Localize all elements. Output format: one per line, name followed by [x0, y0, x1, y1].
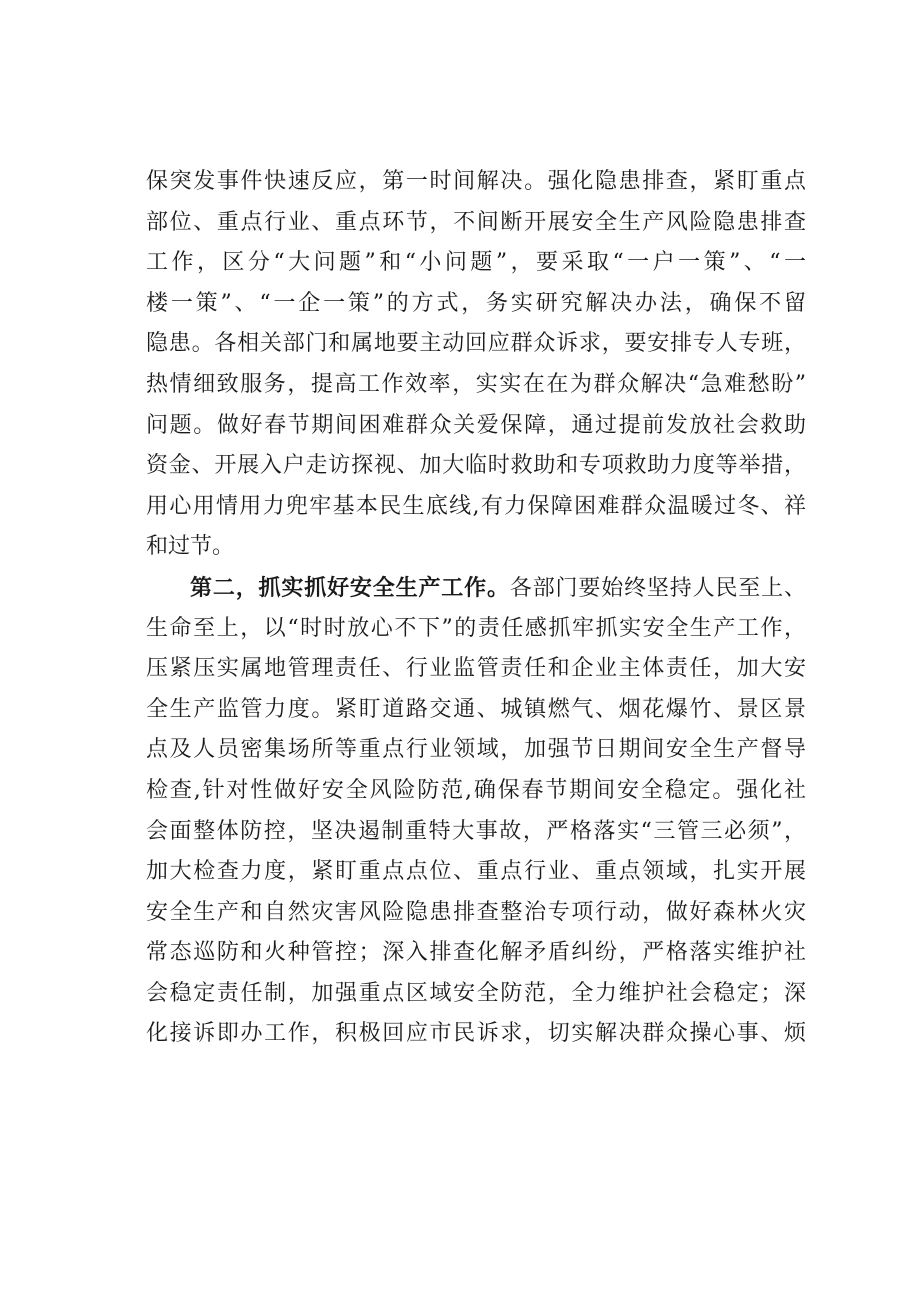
section-heading-line — [146, 568, 806, 609]
paragraph-line: 隐患。各相关部门和属地要主动回应群众诉求，要安排专人专班， — [146, 331, 806, 357]
paragraph-line: 部位、重点行业、重点环节，不间断开展安全生产风险隐患排查 — [146, 209, 806, 235]
paragraph-line: 会面整体防控，坚决遏制重特大事故，严格落实“三管三必须”， — [146, 818, 806, 844]
paragraph-line: 安全生产和自然灾害风险隐患排查整治专项行动，做好森林火灾 — [146, 899, 806, 925]
paragraph-line: 工作，区分“大问题”和“小问题”，要采取“一户一策”、“一 — [146, 250, 806, 276]
paragraph-line: 点及人员密集场所等重点行业领域，加强节日期间安全生产督导 — [146, 737, 806, 763]
paragraph-line: 生命至上，以“时时放心不下”的责任感抓牢抓实安全生产工作， — [146, 615, 806, 641]
section-heading: 第二，抓实抓好安全生产工作。 — [190, 574, 510, 601]
paragraph-line: 热情细致服务，提高工作效率，实实在在为群众解决“急难愁盼” — [146, 371, 806, 397]
paragraph-line: 资金、开展入户走访探视、加大临时救助和专项救助力度等举措， — [146, 453, 806, 479]
paragraph-line: 保突发事件快速反应，第一时间解决。强化隐患排查，紧盯重点 — [146, 169, 806, 194]
paragraph-line: 化接诉即办工作，积极回应市民诉求，切实解决群众操心事、烦 — [146, 1021, 806, 1047]
paragraph-line: 和过节。 — [146, 534, 235, 560]
section-first-line-text: 各部门要始终坚持人民至上、 — [509, 575, 806, 601]
paragraph-line: 会稳定责任制，加强重点区域安全防范，全力维护社会稳定；深 — [146, 980, 806, 1006]
paragraph-line: 问题。做好春节期间困难群众关爱保障，通过提前发放社会救助 — [146, 412, 806, 438]
paragraph-line: 检查,针对性做好安全风险防范,确保春节期间安全稳定。强化社 — [146, 777, 806, 803]
paragraph-line: 用心用情用力兜牢基本民生底线,有力保障困难群众温暖过冬、祥 — [146, 493, 806, 519]
paragraph-line: 楼一策”、“一企一策”的方式，务实研究解决办法，确保不留 — [146, 290, 806, 316]
paragraph-line: 常态巡防和火种管控；深入排查化解矛盾纠纷，严格落实维护社 — [146, 940, 806, 966]
paragraph-line: 全生产监管力度。紧盯道路交通、城镇燃气、烟花爆竹、景区景 — [146, 696, 806, 722]
document-body — [146, 162, 806, 1055]
paragraph-line: 压紧压实属地管理责任、行业监管责任和企业主体责任，加大安 — [146, 656, 806, 682]
paragraph-line: 加大检查力度，紧盯重点点位、重点行业、重点领域，扎实开展 — [146, 859, 806, 885]
